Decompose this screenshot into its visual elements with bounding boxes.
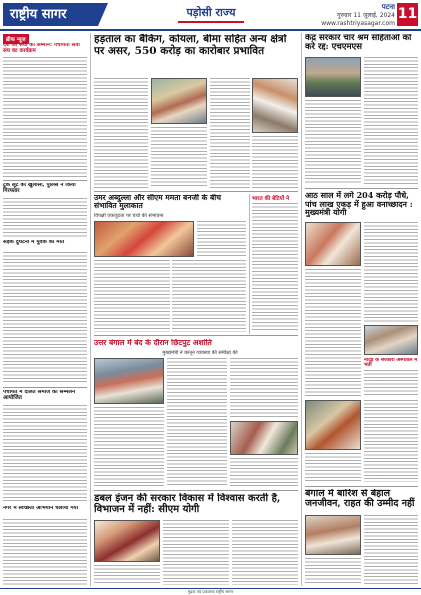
divider [94,191,298,192]
mamata-body-col2 [172,260,246,332]
city: पटना [381,3,395,11]
divider [305,486,418,487]
brief4-headline: पंचायत में दलित समाज का सम्मेलन आयोजित [3,390,76,401]
bengal-photo-1 [94,358,164,404]
labour-photo [305,57,361,97]
website: www.rashtriyasagar.com [321,20,395,27]
page-number: 11 [397,3,418,26]
yogi-body-col1 [94,565,160,585]
bengal-body-col4 [230,458,298,487]
yogi-body-col3 [232,520,298,585]
trees-body-col1 [305,269,361,397]
side-story-body [252,203,298,332]
right-photo-3 [305,400,361,450]
divider [94,490,298,491]
labour-body-col1 [305,100,361,185]
yogi-body-col2 [163,520,229,585]
lead-body-col2 [151,127,207,188]
lead-body-col4 [252,136,298,188]
brief2-body [3,198,87,238]
bengal-body-col3 [230,358,298,418]
center-labour-headline: केंद्र सरकार चार श्रम संहिताओं को करे रद्द: एचएमएस [305,34,412,53]
column-rule [249,194,250,334]
trees-photo [305,222,361,266]
lead-body-col1 [94,78,148,188]
brief3-headline: सड़क दुर्घटना में युवक की मौत [3,240,65,245]
divider [3,387,87,388]
rain-body-col2 [364,515,418,585]
mamata-subhead: विपक्षी एकजुटता पर चर्चा की संभावना [94,213,164,219]
rain-photo [305,515,361,555]
yogi-photo [94,520,160,562]
brief1-headline: देश की सेवा का सम्मान: पंचायती सेवा संघ का कार्यक्रम [3,43,80,54]
divider [94,335,298,336]
mid-right-body [364,370,418,397]
bengal-body-col1 [94,407,164,487]
side-kicker: भारत की बेटियों ने [252,196,290,202]
brief3-body [3,252,87,384]
brief5-body [3,519,87,585]
lead-photo-2 [252,78,298,133]
rain-headline: बंगाल में बारिश से बेहाल जनजीवन, राहत की उम्मीद नहीं [305,489,415,510]
paper-name: राष्ट्रीय सागर [3,3,98,26]
bengal-headline: उत्तर बंगाल में बंद के दौरान छिटपुट अशांति [94,339,212,347]
brief4-body [3,405,87,503]
mamata-headline: उमर अब्दुल्ला और सीएम ममता बनर्जी के बीच संभावित मुलाकात [94,194,221,211]
bengal-subhead: मुख्यमंत्री ने कानून व्यवस्था की समीक्षा की [162,350,238,356]
dateline [307,3,395,28]
column-rule [90,33,91,586]
labour-body-col2 [364,57,418,185]
date: गुरुवार 11 जुलाई, 2024 [337,12,395,19]
lead-headline: हड़ताल का बैंकिंग, कोयला, बीमा सहित अन्य क्षेत्रों पर असर, 550 करोड़ का कारोबार प्रभावित [94,34,287,57]
column-rule [301,33,302,586]
divider [305,188,418,189]
mamata-photo [94,221,194,257]
lead-body-col3 [210,78,250,188]
rain-body-col1 [305,558,361,585]
brief-news-tag: ब्रीफ न्यूज [3,34,29,44]
trees-body-col2 [364,222,418,322]
lead-photo-1 [151,78,207,124]
masthead-rule [0,29,421,31]
brief2-headline: ट्रक लूट का खुलासा, पुलिस ने किया गिरफ्तार [3,183,76,194]
brief1-body [3,57,87,177]
yogi-headline: डबल इंजन की सरकार विकास में विश्वास करती है, विभाजन में नहीं: सीएम योगी [94,493,281,516]
mid-right-headline: नादेड़ के सरकारी अस्पताल में भर्ती [364,358,418,369]
masthead [0,0,421,31]
footer-text: मुद्रक एवं प्रकाशक राष्ट्रीय सागर [187,589,234,594]
brief5-headline: नगर में स्वच्छता अभियान चलाया गया [3,506,79,511]
mamata-body-col1 [94,260,170,332]
divider [3,180,87,181]
right-body-4 [305,453,361,482]
trees-photo-2 [364,325,418,355]
trees-headline: आठ साल में लगे 204 करोड़ पौधे, पांच लाख एकड़ में हुआ वनाच्छादन : मुख्यमंत्री योगी [305,191,413,217]
section-title: पड़ोसी राज्य [178,5,244,23]
right-body-3 [364,400,418,482]
bengal-photo-2 [230,421,298,455]
mamata-body-top [197,221,246,257]
bengal-body-col2 [167,358,227,487]
